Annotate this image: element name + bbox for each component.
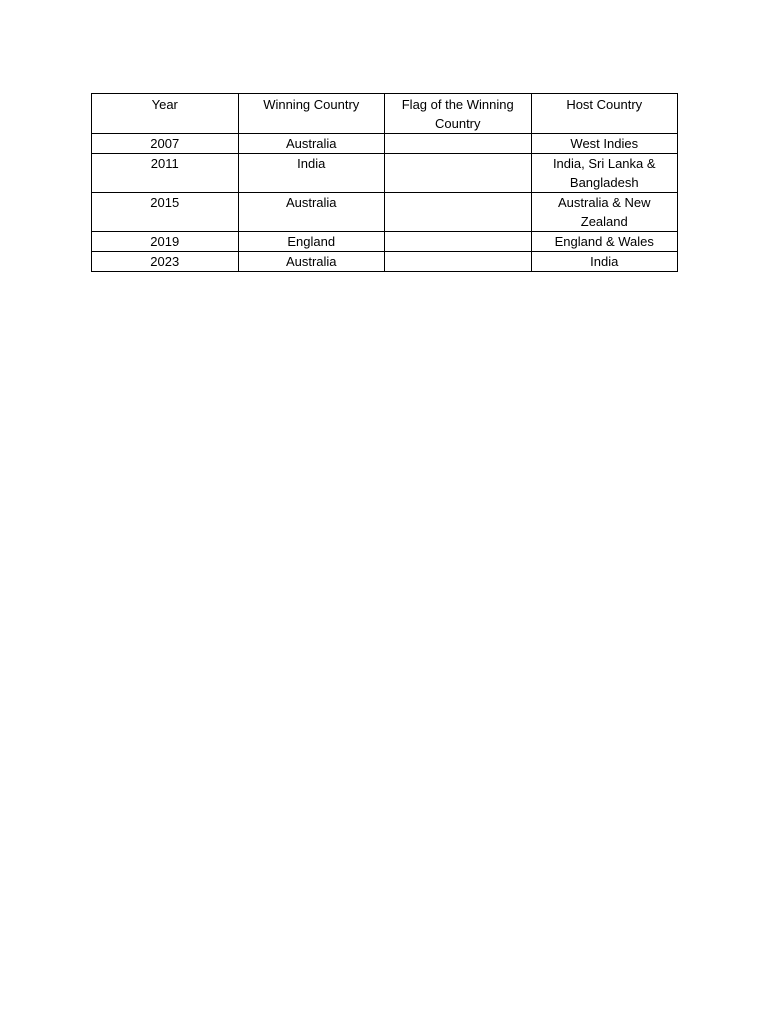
table-row [92, 252, 678, 272]
cell-host: West Indies [531, 134, 678, 154]
cell-host: India [531, 252, 678, 272]
cell-year: 2015 [92, 193, 239, 232]
cell-host: Australia & New Zealand [531, 193, 678, 232]
table-row [92, 134, 678, 154]
header-year: Year [92, 94, 239, 134]
cell-flag [385, 154, 532, 193]
table-row [92, 232, 678, 252]
cell-winner: India [238, 154, 385, 193]
table-header-row [92, 94, 678, 134]
cell-host: India, Sri Lanka & Bangladesh [531, 154, 678, 193]
header-host-country: Host Country [531, 94, 678, 134]
table-row [92, 154, 678, 193]
cell-year: 2019 [92, 232, 239, 252]
cell-winner: Australia [238, 193, 385, 232]
cell-flag [385, 193, 532, 232]
cell-flag [385, 232, 532, 252]
cell-host: England & Wales [531, 232, 678, 252]
cell-winner: Australia [238, 134, 385, 154]
cell-winner: England [238, 232, 385, 252]
header-flag: Flag of the Winning Country [385, 94, 532, 134]
cell-year: 2011 [92, 154, 239, 193]
cell-flag [385, 252, 532, 272]
header-winning-country: Winning Country [238, 94, 385, 134]
cell-year: 2023 [92, 252, 239, 272]
table-row [92, 193, 678, 232]
winners-table [91, 93, 678, 272]
cell-year: 2007 [92, 134, 239, 154]
cell-flag [385, 134, 532, 154]
cell-winner: Australia [238, 252, 385, 272]
